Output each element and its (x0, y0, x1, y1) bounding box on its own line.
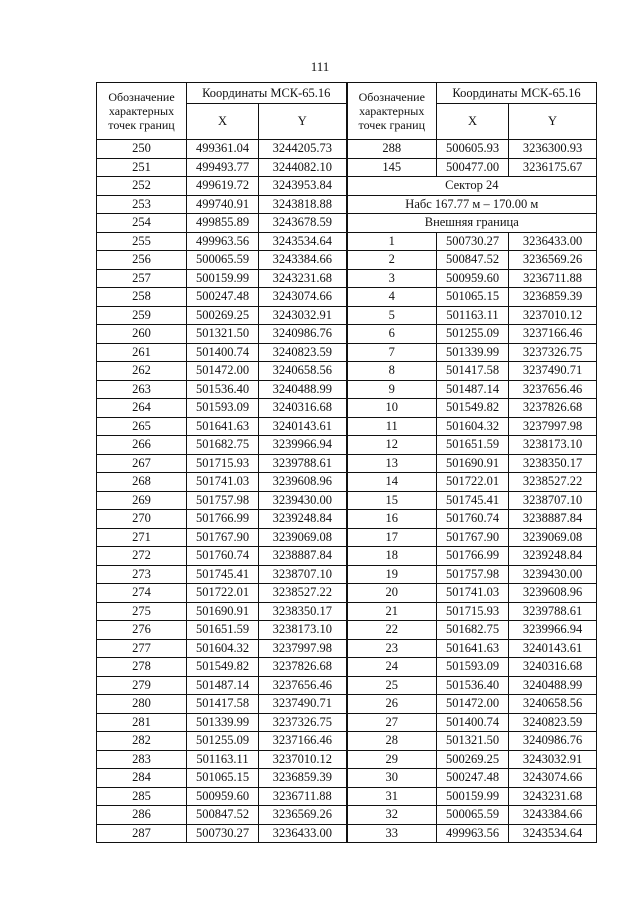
table-row (97, 473, 597, 492)
point-id: 1 (347, 232, 437, 251)
point-id: 262 (97, 362, 187, 381)
y-value: 3243384.66 (509, 806, 597, 825)
table-row (97, 214, 597, 233)
y-value: 3237656.46 (509, 380, 597, 399)
x-value: 501690.91 (187, 602, 259, 621)
point-id: 20 (347, 584, 437, 603)
x-value: 501760.74 (437, 510, 509, 529)
table-row (97, 158, 597, 177)
y-value: 3239430.00 (259, 491, 347, 510)
point-id: 17 (347, 528, 437, 547)
table-row (97, 547, 597, 566)
table-row (97, 417, 597, 436)
point-id: 16 (347, 510, 437, 529)
y-value: 3239069.08 (259, 528, 347, 547)
y-value: 3239248.84 (259, 510, 347, 529)
point-id: 252 (97, 177, 187, 196)
table-row (97, 288, 597, 307)
y-value: 3243534.64 (259, 232, 347, 251)
point-id: 267 (97, 454, 187, 473)
y-value: 3239608.96 (509, 584, 597, 603)
x-value: 500065.59 (437, 806, 509, 825)
y-value: 3243074.66 (259, 288, 347, 307)
table-row (97, 584, 597, 603)
x-value: 501651.59 (437, 436, 509, 455)
x-value: 501641.63 (437, 639, 509, 658)
point-id: 259 (97, 306, 187, 325)
y-value: 3236569.26 (259, 806, 347, 825)
point-id: 268 (97, 473, 187, 492)
x-value: 501593.09 (187, 399, 259, 418)
y-value: 3237826.68 (259, 658, 347, 677)
x-value: 501690.91 (437, 454, 509, 473)
x-value: 501722.01 (437, 473, 509, 492)
y-value: 3240658.56 (509, 695, 597, 714)
x-value: 501766.99 (437, 547, 509, 566)
y-value: 3243818.88 (259, 195, 347, 214)
header-coord-system-right: Координаты МСК-65.16 (437, 83, 597, 104)
point-id: 265 (97, 417, 187, 436)
point-id: 10 (347, 399, 437, 418)
x-value: 501757.98 (437, 565, 509, 584)
point-id: 280 (97, 695, 187, 714)
point-id: 266 (97, 436, 187, 455)
table-row (97, 362, 597, 381)
x-value: 499493.77 (187, 158, 259, 177)
x-value: 500159.99 (437, 787, 509, 806)
point-id: 257 (97, 269, 187, 288)
x-value: 501400.74 (187, 343, 259, 362)
point-id: 271 (97, 528, 187, 547)
point-id: 288 (347, 140, 437, 159)
y-value: 3237656.46 (259, 676, 347, 695)
point-id: 274 (97, 584, 187, 603)
x-value: 501715.93 (187, 454, 259, 473)
point-id: 275 (97, 602, 187, 621)
coordinates-table (96, 82, 597, 843)
x-value: 501682.75 (187, 436, 259, 455)
point-id: 256 (97, 251, 187, 270)
x-value: 499619.72 (187, 177, 259, 196)
table-row (97, 380, 597, 399)
table-header-row (97, 83, 597, 104)
table-row (97, 177, 597, 196)
y-value: 3243074.66 (509, 769, 597, 788)
x-value: 501641.63 (187, 417, 259, 436)
table-row (97, 750, 597, 769)
point-id: 26 (347, 695, 437, 714)
point-id: 3 (347, 269, 437, 288)
point-id: 5 (347, 306, 437, 325)
table-row (97, 824, 597, 843)
point-id: 24 (347, 658, 437, 677)
x-value: 501549.82 (437, 399, 509, 418)
x-value: 501163.11 (187, 750, 259, 769)
header-y-right: Y (509, 104, 597, 140)
x-value: 500247.48 (187, 288, 259, 307)
x-value: 501682.75 (437, 621, 509, 640)
table-row (97, 195, 597, 214)
y-value: 3240488.99 (509, 676, 597, 695)
x-value: 501065.15 (187, 769, 259, 788)
y-value: 3240658.56 (259, 362, 347, 381)
sector-boundary: Внешняя граница (347, 214, 597, 233)
point-id: 269 (97, 491, 187, 510)
y-value: 3237826.68 (509, 399, 597, 418)
y-value: 3237326.75 (259, 713, 347, 732)
point-id: 286 (97, 806, 187, 825)
table-row (97, 621, 597, 640)
y-value: 3239966.94 (259, 436, 347, 455)
y-value: 3243953.84 (259, 177, 347, 196)
sector-height-range: Набс 167.77 м – 170.00 м (347, 195, 597, 214)
x-value: 501741.03 (187, 473, 259, 492)
y-value: 3239069.08 (509, 528, 597, 547)
y-value: 3236569.26 (509, 251, 597, 270)
x-value: 500269.25 (437, 750, 509, 769)
point-id: 285 (97, 787, 187, 806)
x-value: 500477.00 (437, 158, 509, 177)
y-value: 3236433.00 (259, 824, 347, 843)
point-id: 4 (347, 288, 437, 307)
point-id: 15 (347, 491, 437, 510)
point-id: 7 (347, 343, 437, 362)
x-value: 500730.27 (437, 232, 509, 251)
x-value: 500065.59 (187, 251, 259, 270)
x-value: 499855.89 (187, 214, 259, 233)
y-value: 3237997.98 (259, 639, 347, 658)
x-value: 500605.93 (437, 140, 509, 159)
table-row (97, 787, 597, 806)
point-id: 282 (97, 732, 187, 751)
x-value: 501487.14 (437, 380, 509, 399)
y-value: 3244082.10 (259, 158, 347, 177)
point-id: 277 (97, 639, 187, 658)
point-id: 11 (347, 417, 437, 436)
y-value: 3236433.00 (509, 232, 597, 251)
point-id: 250 (97, 140, 187, 159)
table-row (97, 602, 597, 621)
y-value: 3237326.75 (509, 343, 597, 362)
y-value: 3239788.61 (259, 454, 347, 473)
x-value: 500847.52 (437, 251, 509, 270)
table-row (97, 140, 597, 159)
y-value: 3243384.66 (259, 251, 347, 270)
header-designation-left: Обозначение характерных точек границ (97, 83, 187, 140)
header-x-right: X (437, 104, 509, 140)
table-row (97, 769, 597, 788)
table-row (97, 232, 597, 251)
x-value: 501722.01 (187, 584, 259, 603)
point-id: 30 (347, 769, 437, 788)
y-value: 3239248.84 (509, 547, 597, 566)
x-value: 501400.74 (437, 713, 509, 732)
point-id: 145 (347, 158, 437, 177)
point-id: 273 (97, 565, 187, 584)
table-row (97, 676, 597, 695)
y-value: 3239608.96 (259, 473, 347, 492)
table-row (97, 806, 597, 825)
point-id: 22 (347, 621, 437, 640)
point-id: 276 (97, 621, 187, 640)
y-value: 3238707.10 (509, 491, 597, 510)
y-value: 3243678.59 (259, 214, 347, 233)
y-value: 3236711.88 (509, 269, 597, 288)
table-row (97, 251, 597, 270)
table-row (97, 528, 597, 547)
point-id: 21 (347, 602, 437, 621)
x-value: 500247.48 (437, 769, 509, 788)
point-id: 29 (347, 750, 437, 769)
x-value: 500269.25 (187, 306, 259, 325)
x-value: 501651.59 (187, 621, 259, 640)
sector-title: Сектор 24 (347, 177, 597, 196)
y-value: 3238887.84 (259, 547, 347, 566)
point-id: 9 (347, 380, 437, 399)
y-value: 3239966.94 (509, 621, 597, 640)
x-value: 499963.56 (437, 824, 509, 843)
x-value: 500959.60 (187, 787, 259, 806)
point-id: 281 (97, 713, 187, 732)
x-value: 501536.40 (437, 676, 509, 695)
coordinates-table-body (97, 83, 597, 843)
point-id: 253 (97, 195, 187, 214)
table-row (97, 306, 597, 325)
x-value: 501417.58 (437, 362, 509, 381)
y-value: 3237490.71 (259, 695, 347, 714)
point-id: 27 (347, 713, 437, 732)
header-y-left: Y (259, 104, 347, 140)
y-value: 3237010.12 (509, 306, 597, 325)
header-coord-system-left: Координаты МСК-65.16 (187, 83, 347, 104)
point-id: 260 (97, 325, 187, 344)
y-value: 3244205.73 (259, 140, 347, 159)
point-id: 32 (347, 806, 437, 825)
x-value: 501321.50 (437, 732, 509, 751)
x-value: 501593.09 (437, 658, 509, 677)
point-id: 13 (347, 454, 437, 473)
table-row (97, 269, 597, 288)
y-value: 3238707.10 (259, 565, 347, 584)
x-value: 501604.32 (437, 417, 509, 436)
x-value: 501741.03 (437, 584, 509, 603)
y-value: 3240986.76 (509, 732, 597, 751)
y-value: 3243534.64 (509, 824, 597, 843)
point-id: 6 (347, 325, 437, 344)
table-row (97, 510, 597, 529)
table-row (97, 343, 597, 362)
x-value: 501163.11 (437, 306, 509, 325)
table-row (97, 399, 597, 418)
y-value: 3240823.59 (509, 713, 597, 732)
y-value: 3239430.00 (509, 565, 597, 584)
page-number: 111 (310, 59, 330, 74)
y-value: 3237166.46 (259, 732, 347, 751)
y-value: 3238527.22 (259, 584, 347, 603)
table-row (97, 713, 597, 732)
point-id: 283 (97, 750, 187, 769)
y-value: 3238173.10 (509, 436, 597, 455)
y-value: 3237166.46 (509, 325, 597, 344)
x-value: 501065.15 (437, 288, 509, 307)
y-value: 3240316.68 (259, 399, 347, 418)
y-value: 3236859.39 (509, 288, 597, 307)
y-value: 3237010.12 (259, 750, 347, 769)
y-value: 3240143.61 (509, 639, 597, 658)
x-value: 501767.90 (437, 528, 509, 547)
y-value: 3240986.76 (259, 325, 347, 344)
x-value: 500959.60 (437, 269, 509, 288)
point-id: 261 (97, 343, 187, 362)
point-id: 264 (97, 399, 187, 418)
table-row (97, 658, 597, 677)
point-id: 28 (347, 732, 437, 751)
y-value: 3240316.68 (509, 658, 597, 677)
table-row (97, 454, 597, 473)
y-value: 3238887.84 (509, 510, 597, 529)
y-value: 3238527.22 (509, 473, 597, 492)
y-value: 3237490.71 (509, 362, 597, 381)
table-row (97, 565, 597, 584)
x-value: 500730.27 (187, 824, 259, 843)
y-value: 3240488.99 (259, 380, 347, 399)
header-designation-right: Обозначение характерных точек границ (347, 83, 437, 140)
point-id: 12 (347, 436, 437, 455)
table-row (97, 491, 597, 510)
x-value: 501745.41 (437, 491, 509, 510)
x-value: 501715.93 (437, 602, 509, 621)
y-value: 3237997.98 (509, 417, 597, 436)
y-value: 3238350.17 (259, 602, 347, 621)
x-value: 501760.74 (187, 547, 259, 566)
x-value: 501321.50 (187, 325, 259, 344)
y-value: 3240143.61 (259, 417, 347, 436)
point-id: 255 (97, 232, 187, 251)
x-value: 500847.52 (187, 806, 259, 825)
table-row (97, 732, 597, 751)
point-id: 279 (97, 676, 187, 695)
x-value: 501766.99 (187, 510, 259, 529)
point-id: 278 (97, 658, 187, 677)
point-id: 287 (97, 824, 187, 843)
point-id: 33 (347, 824, 437, 843)
y-value: 3236300.93 (509, 140, 597, 159)
point-id: 254 (97, 214, 187, 233)
y-value: 3243231.68 (259, 269, 347, 288)
table-row (97, 695, 597, 714)
point-id: 25 (347, 676, 437, 695)
table-row (97, 325, 597, 344)
y-value: 3236175.67 (509, 158, 597, 177)
point-id: 19 (347, 565, 437, 584)
y-value: 3236711.88 (259, 787, 347, 806)
point-id: 31 (347, 787, 437, 806)
x-value: 501745.41 (187, 565, 259, 584)
x-value: 501549.82 (187, 658, 259, 677)
y-value: 3240823.59 (259, 343, 347, 362)
x-value: 501767.90 (187, 528, 259, 547)
y-value: 3239788.61 (509, 602, 597, 621)
y-value: 3236859.39 (259, 769, 347, 788)
header-x-left: X (187, 104, 259, 140)
point-id: 18 (347, 547, 437, 566)
y-value: 3243231.68 (509, 787, 597, 806)
x-value: 501255.09 (437, 325, 509, 344)
y-value: 3243032.91 (509, 750, 597, 769)
table-row (97, 639, 597, 658)
x-value: 501604.32 (187, 639, 259, 658)
point-id: 263 (97, 380, 187, 399)
x-value: 501472.00 (187, 362, 259, 381)
point-id: 272 (97, 547, 187, 566)
x-value: 499963.56 (187, 232, 259, 251)
y-value: 3238173.10 (259, 621, 347, 640)
x-value: 501487.14 (187, 676, 259, 695)
point-id: 2 (347, 251, 437, 270)
x-value: 501339.99 (187, 713, 259, 732)
point-id: 270 (97, 510, 187, 529)
y-value: 3238350.17 (509, 454, 597, 473)
point-id: 23 (347, 639, 437, 658)
point-id: 14 (347, 473, 437, 492)
point-id: 8 (347, 362, 437, 381)
x-value: 501536.40 (187, 380, 259, 399)
point-id: 251 (97, 158, 187, 177)
x-value: 501339.99 (437, 343, 509, 362)
x-value: 501472.00 (437, 695, 509, 714)
x-value: 499740.91 (187, 195, 259, 214)
x-value: 500159.99 (187, 269, 259, 288)
table-row (97, 436, 597, 455)
point-id: 258 (97, 288, 187, 307)
x-value: 501757.98 (187, 491, 259, 510)
x-value: 501255.09 (187, 732, 259, 751)
point-id: 284 (97, 769, 187, 788)
y-value: 3243032.91 (259, 306, 347, 325)
x-value: 501417.58 (187, 695, 259, 714)
x-value: 499361.04 (187, 140, 259, 159)
